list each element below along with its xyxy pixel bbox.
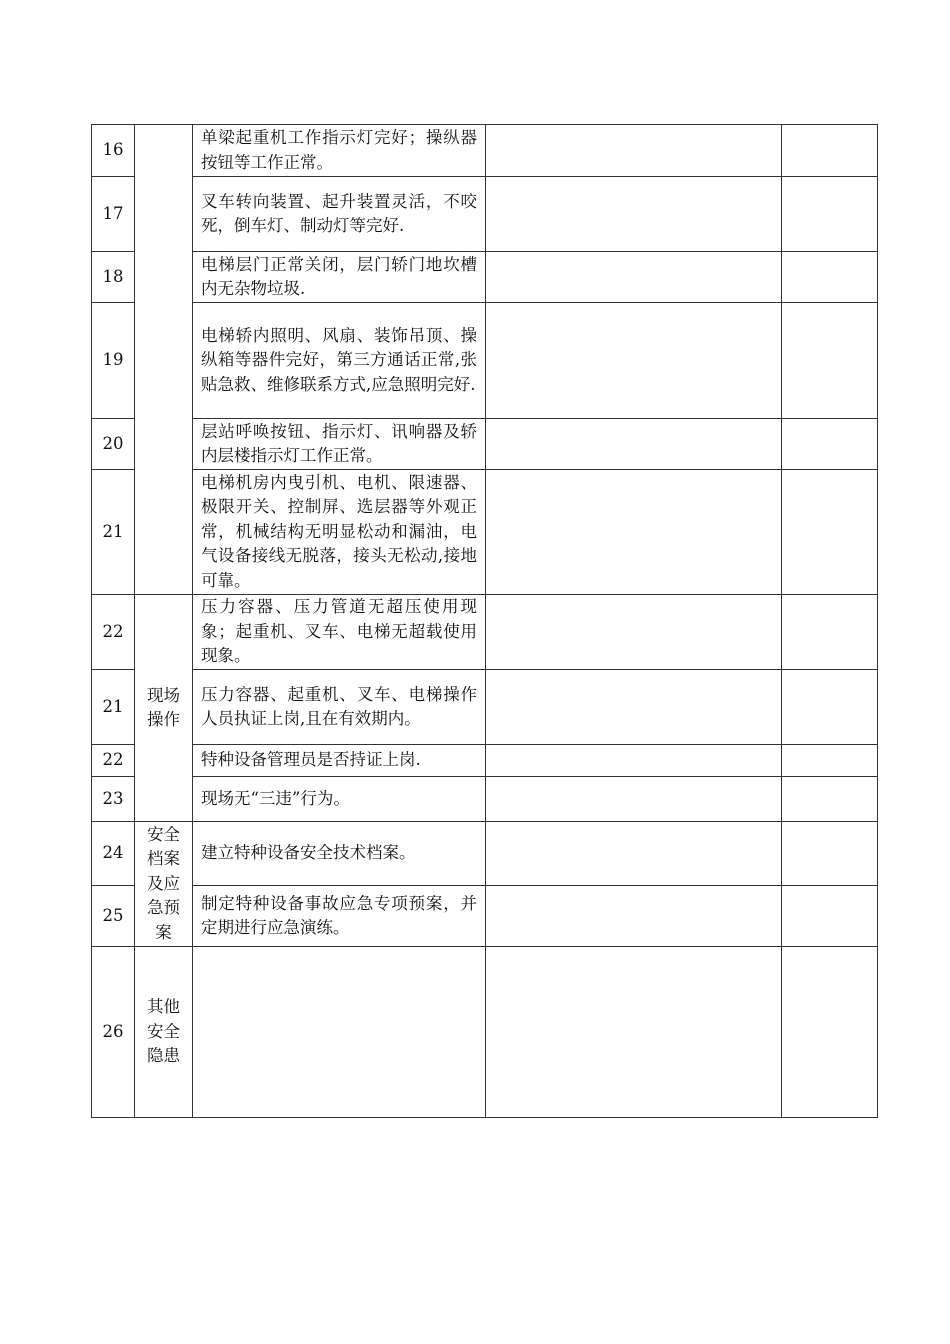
check-item: 叉车转向装置、起升装置灵活，不咬死，倒车灯、制动灯等完好. xyxy=(193,177,486,252)
remark-cell xyxy=(782,745,878,777)
result-cell xyxy=(486,252,782,303)
table-row xyxy=(92,177,878,252)
remark-cell xyxy=(782,822,878,886)
inspection-checklist-table xyxy=(91,124,878,1118)
result-cell xyxy=(486,745,782,777)
table-row xyxy=(92,822,878,886)
remark-cell xyxy=(782,125,878,177)
result-cell xyxy=(486,777,782,822)
check-item: 制定特种设备事故应急专项预案，并定期进行应急演练。 xyxy=(193,886,486,947)
row-number: 20 xyxy=(92,419,135,470)
remark-cell xyxy=(782,886,878,947)
row-number: 22 xyxy=(92,595,135,670)
row-number: 19 xyxy=(92,303,135,419)
remark-cell xyxy=(782,419,878,470)
table-row xyxy=(92,745,878,777)
result-cell xyxy=(486,947,782,1118)
row-number: 21 xyxy=(92,670,135,745)
result-cell xyxy=(486,886,782,947)
remark-cell xyxy=(782,595,878,670)
remark-cell xyxy=(782,777,878,822)
remark-cell xyxy=(782,252,878,303)
table-row xyxy=(92,670,878,745)
table-row xyxy=(92,777,878,822)
result-cell xyxy=(486,303,782,419)
check-item xyxy=(193,947,486,1118)
category-cell-equipment xyxy=(135,125,193,595)
row-number: 23 xyxy=(92,777,135,822)
category-site-operation: 现场操作 xyxy=(135,595,193,822)
check-item: 单梁起重机工作指示灯完好；操纵器按钮等工作正常。 xyxy=(193,125,486,177)
check-item: 建立特种设备安全技术档案。 xyxy=(193,822,486,886)
row-number: 16 xyxy=(92,125,135,177)
result-cell xyxy=(486,470,782,595)
result-cell xyxy=(486,419,782,470)
check-item: 现场无“三违”行为。 xyxy=(193,777,486,822)
result-cell xyxy=(486,595,782,670)
table-row xyxy=(92,595,878,670)
remark-cell xyxy=(782,177,878,252)
row-number: 22 xyxy=(92,745,135,777)
check-item: 压力容器、起重机、叉车、电梯操作人员执证上岗,且在有效期内。 xyxy=(193,670,486,745)
row-number: 21 xyxy=(92,470,135,595)
remark-cell xyxy=(782,947,878,1118)
row-number: 18 xyxy=(92,252,135,303)
remark-cell xyxy=(782,470,878,595)
check-item: 电梯层门正常关闭，层门轿门地坎槽内无杂物垃圾. xyxy=(193,252,486,303)
category-other-hazards: 其他安全隐患 xyxy=(135,947,193,1118)
table-row xyxy=(92,947,878,1118)
row-number: 25 xyxy=(92,886,135,947)
table-row xyxy=(92,419,878,470)
table-row xyxy=(92,886,878,947)
result-cell xyxy=(486,125,782,177)
result-cell xyxy=(486,177,782,252)
check-item: 特种设备管理员是否持证上岗. xyxy=(193,745,486,777)
row-number: 24 xyxy=(92,822,135,886)
row-number: 26 xyxy=(92,947,135,1118)
check-item: 电梯机房内曳引机、电机、限速器、极限开关、控制屏、选层器等外观正常，机械结构无明显松动和漏油，电气设备接线无脱落，接头无松动,接地可靠。 xyxy=(193,470,486,595)
table-row xyxy=(92,470,878,595)
table-row xyxy=(92,303,878,419)
row-number: 17 xyxy=(92,177,135,252)
result-cell xyxy=(486,670,782,745)
category-safety-archive: 安全档案及应急预案 xyxy=(135,822,193,947)
remark-cell xyxy=(782,303,878,419)
check-item: 电梯轿内照明、风扇、装饰吊顶、操纵箱等器件完好，第三方通话正常,张贴急救、维修联系方式,应急照明完好. xyxy=(193,303,486,419)
check-item: 压力容器、压力管道无超压使用现象；起重机、叉车、电梯无超载使用现象。 xyxy=(193,595,486,670)
result-cell xyxy=(486,822,782,886)
check-item: 层站呼唤按钮、指示灯、讯响器及轿内层楼指示灯工作正常。 xyxy=(193,419,486,470)
table-row xyxy=(92,252,878,303)
remark-cell xyxy=(782,670,878,745)
table-row xyxy=(92,125,878,177)
